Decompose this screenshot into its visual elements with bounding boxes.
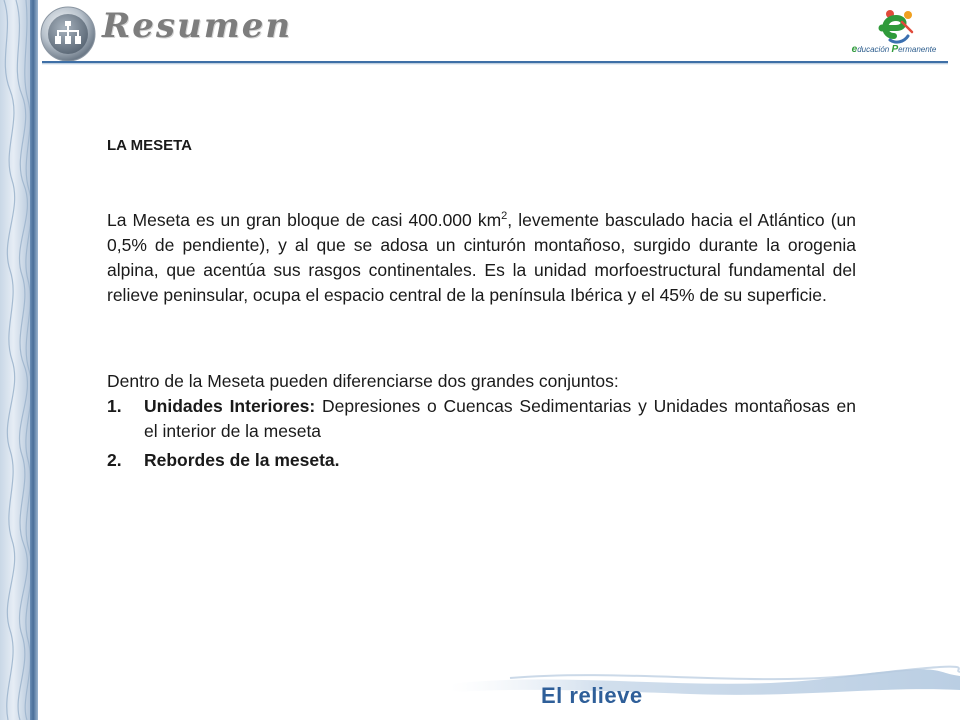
section-title: LA MESETA bbox=[107, 137, 192, 154]
sitemap-icon bbox=[40, 6, 96, 62]
header-divider-shadow bbox=[42, 63, 948, 65]
numbered-list bbox=[107, 394, 856, 477]
footer-title: El relieve bbox=[541, 683, 643, 708]
list-intro: Dentro de la Meseta pueden diferenciarse dos grandes conjuntos: bbox=[107, 371, 619, 391]
superscript: 2 bbox=[501, 210, 508, 222]
header-title: Resumen bbox=[102, 6, 293, 46]
list-item-text: Depresiones o Cuencas Sedimentarias y Unidades montañosas en el interior de la meseta bbox=[144, 396, 856, 441]
list-item-heading: Unidades Interiores: bbox=[144, 396, 316, 416]
list-item bbox=[107, 448, 856, 473]
list-number: 1. bbox=[107, 396, 122, 416]
footer-swoosh-decoration bbox=[450, 664, 960, 704]
list-item bbox=[107, 394, 856, 444]
list-number: 2. bbox=[107, 450, 122, 470]
decorative-left-band bbox=[0, 0, 30, 720]
list-item-heading: Rebordes de la meseta. bbox=[144, 450, 340, 470]
left-edge-bar bbox=[30, 0, 38, 720]
brand-name: educación Permanente bbox=[851, 44, 937, 55]
body-paragraph: La Meseta es un gran bloque de casi 400.000 $km^2$, levemente basculado hacia el Atlántico (un 0,5% de pendiente), y al que se adosa un cinturón montañoso, surgido durante la orogenia alpina, que acentúa sus rasgos continentales. Es la unidad morfoestructural fundamental del relieve peninsular, ocupa el espacio central de la península Ibérica y el 45% de su superficie. bbox=[107, 209, 856, 305]
